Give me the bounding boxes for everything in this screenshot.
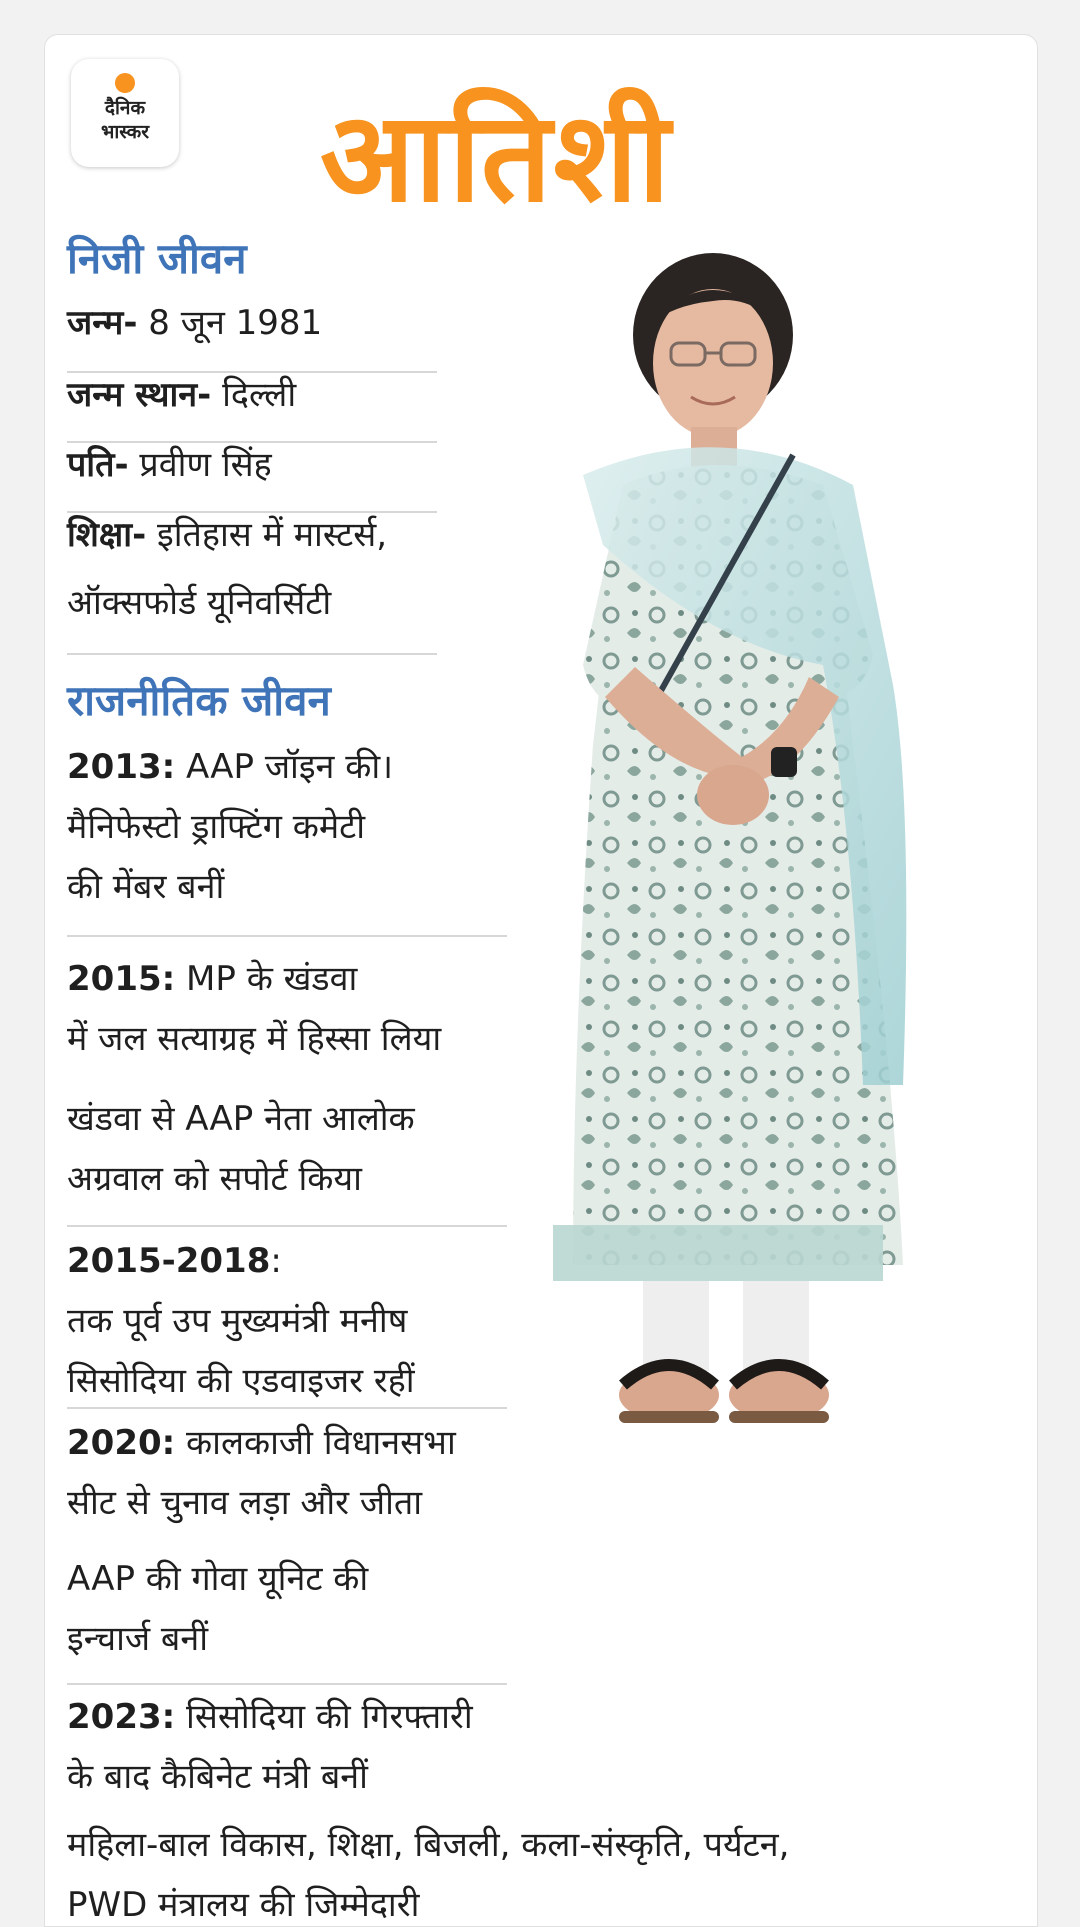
- timeline-item-2015-khandwa: [67, 1089, 415, 1209]
- closing-text: महिला-बाल विकास, शिक्षा, बिजली, कला-संस्कृति, पर्यटन,: [67, 1825, 790, 1865]
- row-value: 8 जून 1981: [137, 303, 323, 343]
- info-row-education-cont: ऑक्सफोर्ड यूनिवर्सिटी: [67, 583, 332, 623]
- row-value: इतिहास में मास्टर्स,: [146, 515, 388, 555]
- event-text: :: [270, 1241, 282, 1281]
- event-text: तक पूर्व उप मुख्यमंत्री मनीष: [67, 1301, 408, 1341]
- divider: [67, 1225, 507, 1227]
- logo-line-1: दैनिक: [104, 97, 146, 119]
- event-year: 2015-2018: [67, 1241, 271, 1281]
- row-label: जन्म-: [67, 303, 138, 343]
- infographic-card: [44, 34, 1038, 1927]
- timeline-item-2013: [67, 737, 393, 917]
- info-row-education: [67, 505, 387, 565]
- event-text: कालकाजी विधानसभा: [175, 1423, 456, 1463]
- divider: [67, 653, 437, 655]
- event-text: सीट से चुनाव लड़ा और जीता: [67, 1483, 423, 1523]
- info-row-birth: [67, 293, 322, 353]
- section-heading-political: राजनीतिक जीवन: [67, 676, 331, 725]
- event-year: 2013:: [67, 747, 176, 787]
- event-year: 2023:: [67, 1697, 176, 1737]
- closing-text: PWD मंत्रालय की जिम्मेदारी: [67, 1885, 420, 1925]
- row-value: प्रवीण सिंह: [128, 445, 272, 485]
- timeline-item-2015: [67, 949, 441, 1069]
- row-label: पति-: [67, 445, 129, 485]
- timeline-item-2023: [67, 1687, 473, 1807]
- event-text: खंडवा से AAP नेता आलोक: [67, 1099, 415, 1139]
- event-text: में जल सत्याग्रह में हिस्सा लिया: [67, 1019, 442, 1059]
- event-text: की मेंबर बनीं: [67, 867, 225, 907]
- divider: [67, 1683, 507, 1685]
- row-label: शिक्षा-: [67, 515, 147, 555]
- row-value: दिल्ली: [211, 375, 297, 415]
- row-label: जन्म स्थान-: [67, 375, 212, 415]
- timeline-item-2020-goa: [67, 1549, 368, 1669]
- info-row-spouse: [67, 435, 272, 495]
- event-year: 2015:: [67, 959, 176, 999]
- page-title: आतिशी: [320, 86, 672, 230]
- timeline-item-2015-2018: [67, 1231, 415, 1411]
- event-text: AAP जॉइन की।: [175, 747, 394, 787]
- event-year: 2020:: [67, 1423, 176, 1463]
- divider: [67, 935, 507, 937]
- ministry-responsibilities: [67, 1815, 789, 1927]
- event-text: मैनिफेस्टो ड्राफ्टिंग कमेटी: [67, 807, 366, 847]
- info-row-birthplace: [67, 365, 296, 425]
- divider: [67, 1407, 507, 1409]
- event-text: AAP की गोवा यूनिट की: [67, 1559, 369, 1599]
- event-text: सिसोदिया की एडवाइजर रहीं: [67, 1361, 415, 1401]
- logo-line-2: भास्कर: [100, 121, 150, 143]
- sun-dot-icon: [115, 73, 135, 93]
- timeline-item-2020: [67, 1413, 456, 1533]
- dainik-bhaskar-logo: [71, 59, 179, 167]
- event-text: MP के खंडवा: [175, 959, 358, 999]
- event-text: के बाद कैबिनेट मंत्री बनीं: [67, 1757, 368, 1797]
- person-illustration: [553, 235, 1037, 1795]
- person-photo: [553, 235, 1037, 1795]
- section-heading-personal: निजी जीवन: [67, 234, 247, 283]
- event-text: सिसोदिया की गिरफ्तारी: [175, 1697, 473, 1737]
- event-text: अग्रवाल को सपोर्ट किया: [67, 1159, 362, 1199]
- event-text: इन्चार्ज बनीं: [67, 1619, 209, 1659]
